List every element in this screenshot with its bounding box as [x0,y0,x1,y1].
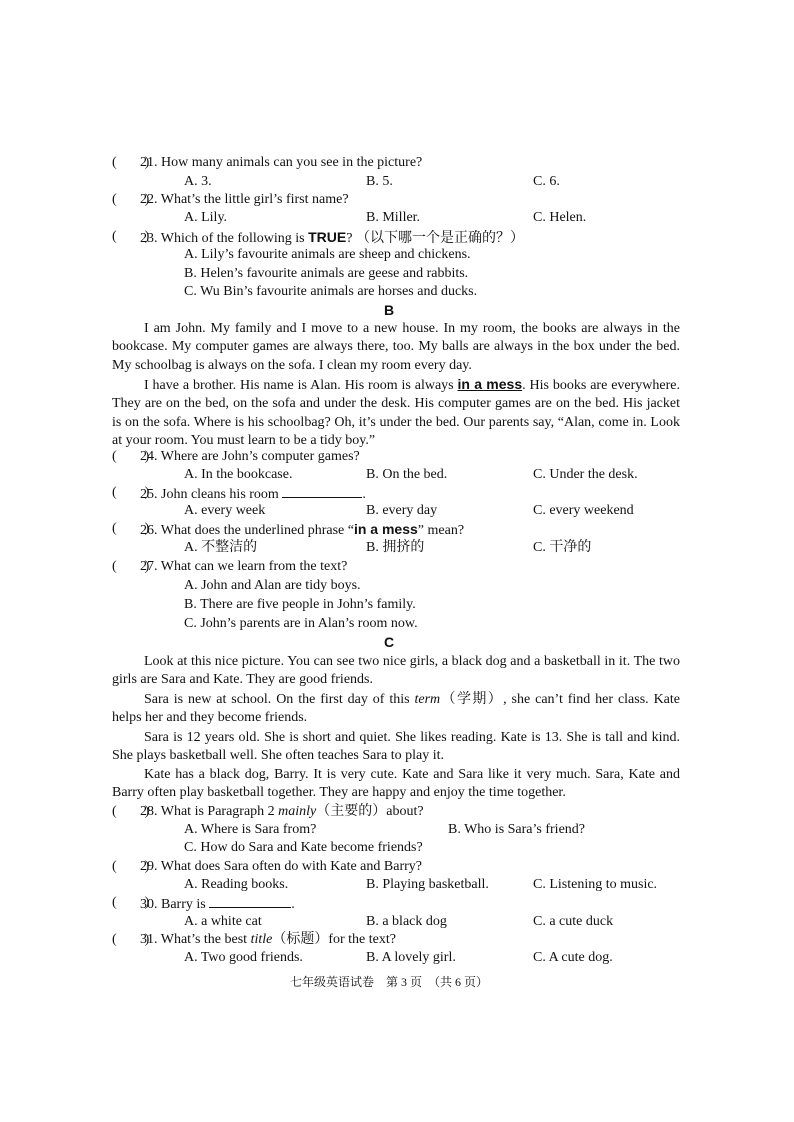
answer-bracket[interactable]: ( ) [112,559,150,574]
question-text: 22. What’s the little girl’s first name? [140,192,349,207]
answer-bracket[interactable]: ( ) [112,521,150,536]
answer-bracket[interactable]: ( ) [112,192,150,207]
option-a: A. Two good friends. [184,950,303,965]
option-b: B. Miller. [366,210,421,225]
option-c: C. every weekend [533,503,634,518]
italic-term: term [414,692,441,707]
emphasis-phrase: in a mess [353,521,418,537]
answer-bracket[interactable]: ( ) [112,229,150,244]
option-a: A. 3. [184,174,212,189]
italic-term: title [250,932,273,947]
question-text: 21. How many animals can you see in the picture? [140,155,423,170]
question-text: 31. What’s the best [140,932,251,947]
page-footer: 七年级英语试卷 第 3 页 （共 6 页） [290,975,489,989]
answer-bracket[interactable]: ( ) [112,155,150,170]
question-text: 27. What can we learn from the text? [140,559,348,574]
passage-c-paragraph-4: Kate has a black dog, Barry. It is very cute. Kate and Sara like it very much. Sara, Kate and Barry often play basketball together. They are happy and enjoy the time together. [112,767,680,801]
passage-b-paragraph-2: I have a brother. His name is Alan. His room is always in a mess. His books are everywhere. They are on the bed, on the sofa and under the desk. His computer games are on the bed. His jacket is on the sofa. Where is his schoolbag? Oh, it’s under the bed. Our parents say, “Alan, come in. Look at your room. You must learn to be a tidy boy.” [112,376,680,449]
option-a: A. Lily. [184,210,228,225]
passage-c-paragraph-1: Look at this nice picture. You can see two nice girls, a black dog and a basketball in it. The two girls are Sara and Kate. They are good friends. [112,654,680,688]
option-c: C. Under the desk. [533,467,638,482]
option-b: B. 5. [366,174,393,189]
passage-c-paragraph-3: Sara is 12 years old. She is short and quiet. She likes reading. Kate is 13. She is tall and kind. She plays basketball well. She often teaches Sara to play it. [112,730,680,764]
option-c: C. a cute duck [533,914,614,929]
option-b: B. 拥挤的 [366,540,425,555]
option-b: B. every day [366,503,438,518]
question-text-suffix: ? （以下哪一个是正确的？） [346,231,524,246]
option-c: C. 干净的 [533,540,592,555]
question-text: 26. What does the underlined phrase “ [140,523,354,538]
option-a: A. every week [184,503,266,518]
option-a: A. 不整洁的 [184,540,258,555]
section-b-heading: B [384,302,395,318]
option-c: C. Helen. [533,210,587,225]
option-a: A. Reading books. [184,877,289,892]
question-text: 23. Which of the following is [140,231,309,246]
option-a: A. Lily’s favourite animals are sheep and chickens. [184,247,471,262]
question-text: 28. What is Paragraph 2 [140,804,279,819]
passage-b-paragraph-1: I am John. My family and I move to a new house. In my room, the books are always in the bookcase. My computer games are always there, too. My balls are always in the box under the bed. My schoolbag is always on the sofa. I clean my room every day. [112,321,680,373]
option-a: A. a white cat [184,914,262,929]
answer-bracket[interactable]: ( ) [112,804,150,819]
section-c-heading: C [384,634,395,650]
fill-blank[interactable] [282,484,362,498]
answer-bracket[interactable]: ( ) [112,932,150,947]
answer-bracket[interactable]: ( ) [112,859,150,874]
option-b: B. Playing basketball. [366,877,489,892]
option-b: B. Helen’s favourite animals are geese and rabbits. [184,266,469,281]
answer-bracket[interactable]: ( ) [112,449,150,464]
option-a: A. Where is Sara from? [184,822,317,837]
fill-blank[interactable] [209,894,291,908]
answer-bracket[interactable]: ( ) [112,895,150,910]
passage-c-paragraph-2: Sara is new at school. On the first day of this term（学期）, she can’t find her class. Kate helps her and they become friends. [112,692,680,726]
option-b: B. There are five people in John’s family. [184,597,416,612]
option-b: B. a black dog [366,914,447,929]
option-c: C. Wu Bin’s favourite animals are horses and ducks. [184,284,478,299]
underlined-phrase: in a mess [457,376,523,392]
question-text: 24. Where are John’s computer games? [140,449,360,464]
emphasis-true: TRUE [308,229,347,245]
question-text: 25. John cleans his room [140,487,279,502]
option-c: C. How do Sara and Kate become friends? [184,840,423,855]
option-b: B. Who is Sara’s friend? [448,822,585,837]
exam-page: ( ) 21. How many animals can you see in the picture? A. 3. B. 5. C. 6. ( ) 22. What’s the little girl’s first name? A. Lily. B. Miller. C. Helen. ( ) 23. Which of the following is TRUE? （以下哪一个是正确的？） A. Lily’s favourite animals are sheep and chickens. B. Helen’s favourite animals are geese and rabbits. C. Wu Bin’s favourite animals are horses and ducks. B I am John. My family and I move to a new house. In my room, the books are always in the bookcase. My computer games are always there, too. My balls are always in the box under the bed. My schoolbag is always on the sofa. I clean my room every day. I have a brother. His name is Alan. His room is always in a mess. His books are everywhere. They are on the bed, on the sofa and under the desk. His computer games are on the bed. His jacket is on the sofa. Where is his schoolbag? Oh, it’s under the bed. Our parents say, “Alan, come in. Look at your room. You must learn to be a tidy boy.” ( ) 24. Where are John’s computer games? A. In the bookcase. B. On the bed. C. Under the desk. ( ) 25. John cleans his room . A. every week B. every day C. every weekend ( ) 26. What does the underlined phrase “in a mess” mean? A. 不整洁的 B. 拥挤的 C. 干净的 ( ) 27. What can we learn from the text? A. John and Alan are tidy boys. B. There are five people in John’s family. C. John’s parents are in Alan’s room now. C Look at this nice picture. You can see two nice girls, a black dog and a basketball in it. The two girls are Sara and Kate. They are good friends. Sara is new at school. On the first day of this term（学期）, she can’t find her class. Kate helps her and they become friends. Sara is 12 years old. She is short and quiet. She likes reading. Kate is 13. She is tall and kind. She plays basketball well. She often teaches Sara to play it. Kate has a black dog, Barry. It is very cute. Kate and Sara like it very much. Sara, Kate and Barry often play basketball together. They are happy and enjoy the time together. ( ) 28. What is Paragraph 2 mainly（主要的）about? A. Where is Sara from? B. Who is Sara’s friend? C. How do Sara and Kate become friends? ( ) 29. What does Sara often do with Kate and Barry? A. Reading books. B. Playing basketball. C. Listening to music. ( ) 30. Barry is . A. a white cat B. a black dog C. a cute duck ( ) 31. What’s the best title（标题）for the text? A. Two good friends. B. A lovely girl. C. A cute dog. 七年级英语试卷 第 3 页 （共 6 页） [112,155,680,989]
option-b: B. A lovely girl. [366,950,456,965]
question-text: 30. Barry is [140,897,206,912]
option-a: A. In the bookcase. [184,467,293,482]
option-b: B. On the bed. [366,467,448,482]
option-c: C. John’s parents are in Alan’s room now. [184,616,418,631]
option-c: C. A cute dog. [533,950,613,965]
option-c: C. 6. [533,174,560,189]
option-a: A. John and Alan are tidy boys. [184,578,361,593]
question-text: 29. What does Sara often do with Kate and Barry? [140,859,422,874]
answer-bracket[interactable]: ( ) [112,485,150,500]
italic-term: mainly [278,804,317,819]
option-c: C. Listening to music. [533,877,658,892]
